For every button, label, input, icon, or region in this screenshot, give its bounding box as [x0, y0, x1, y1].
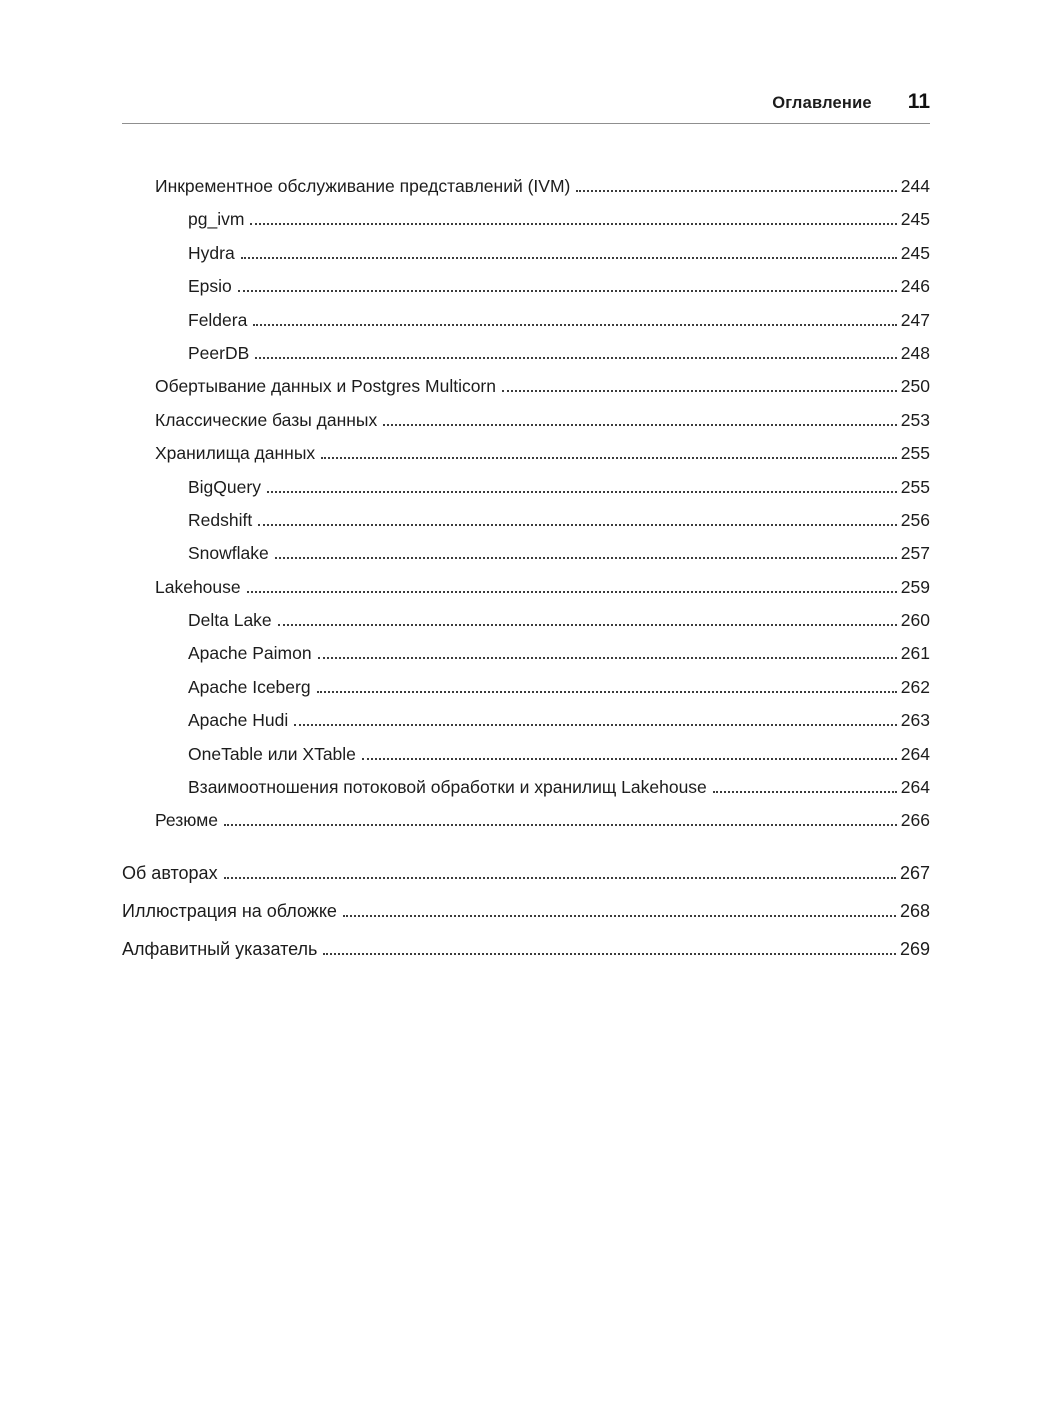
running-header-page-number: 11	[907, 90, 930, 113]
dot-leader	[383, 421, 897, 426]
toc-entry	[122, 337, 930, 370]
toc-entry	[122, 437, 930, 470]
toc-entry-page: 259	[900, 576, 930, 597]
toc-entry-page: 244	[900, 176, 930, 196]
toc-entry-label: Apache Hudi	[188, 710, 289, 731]
toc-entry-label: Классические базы данных	[155, 409, 378, 430]
toc-entry-page: 256	[900, 509, 930, 530]
dot-leader	[278, 621, 897, 626]
toc-entry-page: 262	[900, 676, 930, 697]
toc-entry-page: 267	[899, 862, 930, 883]
toc-entry-page: 257	[900, 543, 930, 564]
toc-entry-label: Обертывание данных и Postgres Multicorn	[155, 376, 496, 397]
toc-entry	[122, 370, 930, 403]
toc-entry-label: Резюме	[155, 810, 218, 831]
toc-entry	[122, 704, 930, 737]
toc-entry	[122, 804, 930, 837]
toc-entry-label: Feldera	[188, 309, 248, 330]
dot-leader	[502, 387, 897, 392]
toc-entry-label: Lakehouse	[155, 576, 241, 597]
dot-leader	[255, 354, 897, 359]
toc-entry-page: 255	[900, 476, 930, 497]
toc-entry-label: Взаимоотношения потоковой обработки и хранилищ Lakehouse	[188, 777, 707, 798]
toc-entry-label: Delta Lake	[188, 610, 272, 631]
dot-leader	[321, 454, 897, 459]
dot-leader	[250, 220, 896, 225]
toc-entry-label: Хранилища данных	[155, 443, 316, 464]
toc-entry	[122, 930, 930, 968]
toc-entry	[122, 203, 930, 236]
dot-leader	[253, 321, 896, 326]
toc-entry-page: 264	[900, 743, 930, 764]
toc-entry-page: 245	[900, 242, 930, 263]
header-rule	[122, 123, 930, 124]
toc-entry-page: 255	[900, 443, 930, 464]
toc-entry-page: 248	[900, 342, 930, 363]
toc-entry-label: Snowflake	[188, 543, 269, 564]
toc-entry	[122, 738, 930, 771]
toc-entry-label: Об авторах	[122, 862, 218, 883]
toc-entry-label: Redshift	[188, 509, 253, 530]
dot-leader	[224, 874, 896, 879]
toc-back-matter	[122, 854, 930, 968]
dot-leader	[713, 788, 897, 793]
dot-leader	[224, 821, 897, 826]
toc-entry-page: 261	[900, 643, 930, 664]
toc-entry-page: 250	[900, 376, 930, 397]
toc-entry	[122, 671, 930, 704]
toc-entry-page: 269	[899, 938, 930, 959]
toc-entry-label: Epsio	[188, 276, 232, 297]
toc-entry-page: 247	[900, 309, 930, 330]
dot-leader	[318, 654, 897, 659]
running-header-title: Оглавление	[772, 94, 872, 112]
toc-entry-page: 253	[900, 409, 930, 430]
toc-entry-label: PeerDB	[188, 342, 250, 363]
dot-leader	[317, 688, 897, 693]
dot-leader	[362, 755, 897, 760]
toc-entry	[122, 471, 930, 504]
toc-entry	[122, 637, 930, 670]
toc-entry-page: 268	[899, 900, 930, 921]
toc-entry-page: 246	[900, 276, 930, 297]
toc-entry-page: 264	[900, 777, 930, 798]
dot-leader	[247, 588, 897, 593]
dot-leader	[323, 950, 896, 955]
toc-entry-label: Алфавитный указатель	[122, 938, 318, 959]
toc-entry	[122, 771, 930, 804]
toc-entry-page: 245	[900, 209, 930, 230]
dot-leader	[238, 287, 897, 292]
toc-entry-label: Инкрементное обслуживание представлений (IVM)	[155, 176, 571, 196]
toc-entry-label: Apache Paimon	[188, 643, 312, 664]
toc-entry	[122, 604, 930, 637]
toc-entry	[122, 892, 930, 930]
toc-entry-label: BigQuery	[188, 476, 261, 497]
toc-entry-page: 266	[900, 810, 930, 831]
running-header	[122, 0, 930, 114]
page-content	[122, 0, 930, 968]
toc-entry	[122, 571, 930, 604]
toc-entry-page: 263	[900, 710, 930, 731]
toc-entry-label: pg_ivm	[188, 209, 245, 230]
dot-leader	[576, 187, 896, 192]
toc-entry	[122, 270, 930, 303]
toc-entry-label: Apache Iceberg	[188, 676, 311, 697]
toc-entry-page: 260	[900, 610, 930, 631]
toc-entry-label: OneTable или XTable	[188, 743, 356, 764]
toc-list	[122, 170, 930, 838]
dot-leader	[258, 521, 897, 526]
toc-entry-label: Иллюстрация на обложке	[122, 900, 337, 921]
dot-leader	[267, 488, 897, 493]
toc-entry	[122, 504, 930, 537]
dot-leader	[275, 554, 897, 559]
toc-entry	[122, 237, 930, 270]
toc-entry	[122, 304, 930, 337]
toc-entry	[122, 170, 930, 203]
toc-entry	[122, 854, 930, 892]
toc-entry-label: Hydra	[188, 242, 235, 263]
toc-entry	[122, 537, 930, 570]
dot-leader	[343, 912, 896, 917]
dot-leader	[294, 721, 897, 726]
dot-leader	[241, 254, 897, 259]
toc-entry	[122, 404, 930, 437]
